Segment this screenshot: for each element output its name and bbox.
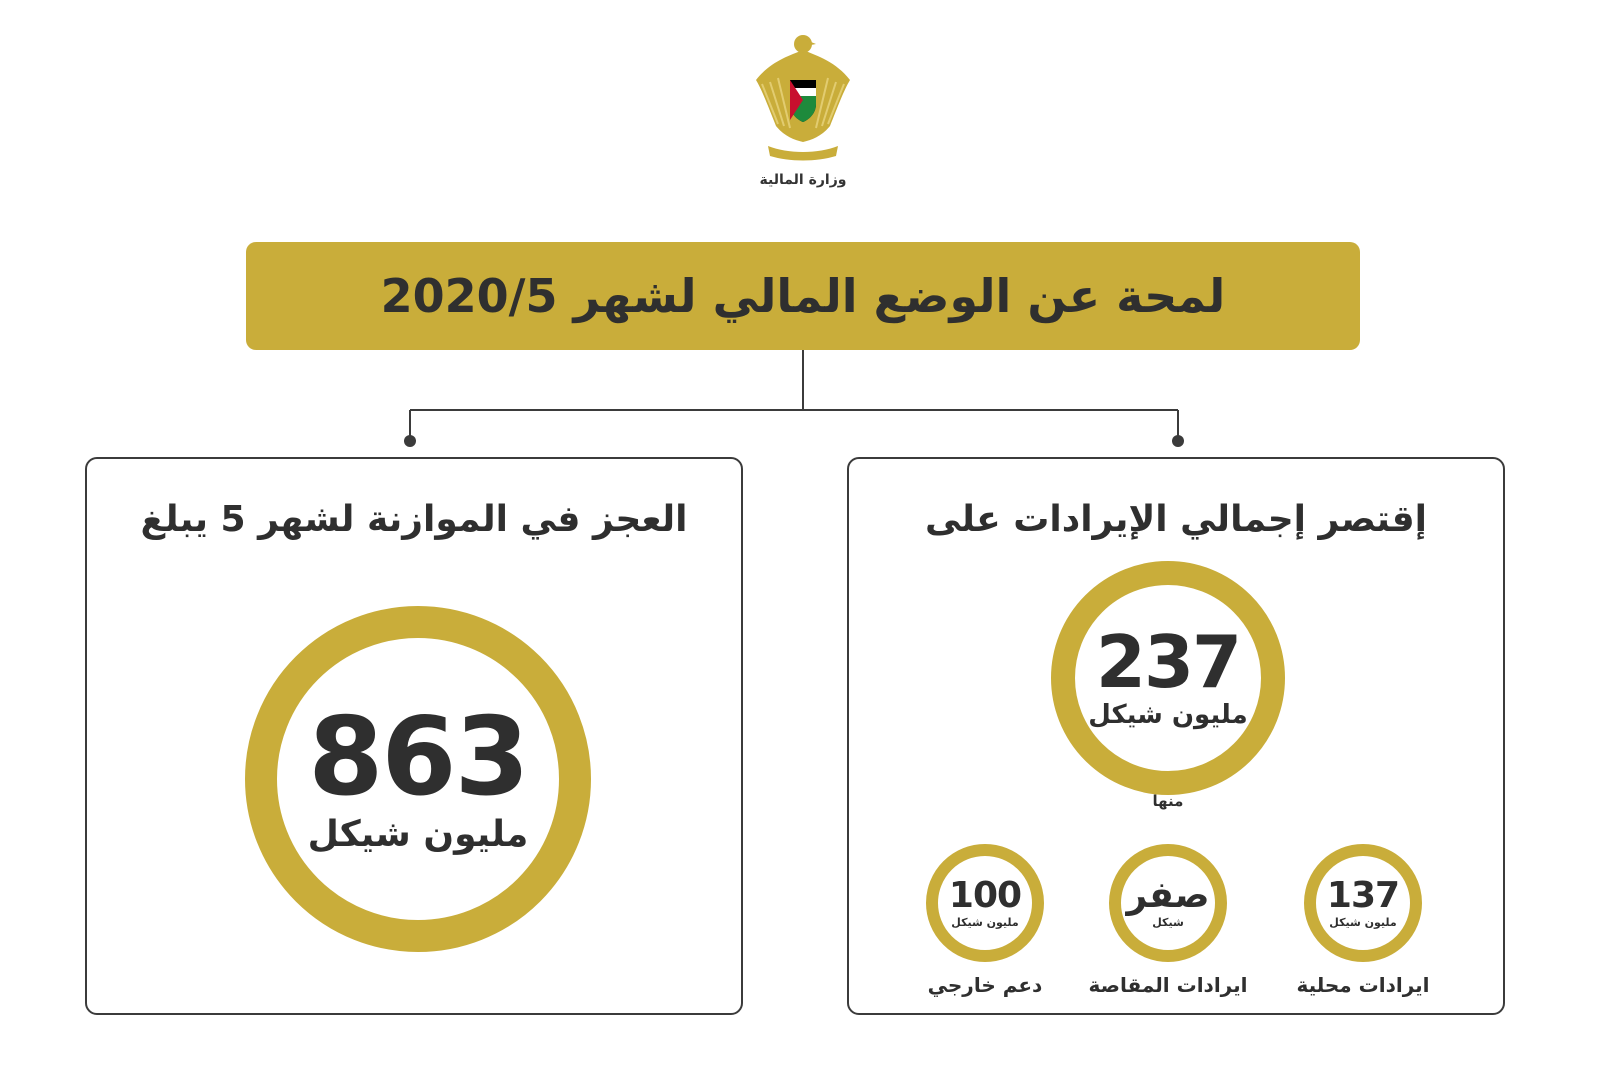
external-support-ring: [926, 844, 1044, 962]
local-revenue-unit: مليون شيكل: [1329, 915, 1397, 929]
revenue-panel: [847, 457, 1505, 1015]
revenue-total-ring: [1051, 561, 1285, 795]
local-revenue-label: ايرادات محلية: [1296, 973, 1430, 997]
clearance-revenue-unit: شيكل: [1152, 915, 1184, 929]
local-revenue-value: 137: [1326, 874, 1400, 916]
local-revenue-ring: [1304, 844, 1422, 962]
clearance-revenue-value: صفر: [1126, 874, 1210, 916]
external-support-value: 100: [948, 874, 1022, 916]
deficit-value: 863: [308, 694, 528, 820]
deficit-unit: مليون شيكل: [307, 813, 529, 855]
title-banner: [246, 242, 1360, 350]
revenue-total-unit: مليون شيكل: [1088, 700, 1248, 730]
revenue-heading: إقتصر إجمالي الإيرادات على: [924, 499, 1428, 540]
external-support-unit: مليون شيكل: [951, 915, 1019, 929]
external-support-label: دعم خارجي: [927, 973, 1043, 997]
page-title: لمحة عن الوضع المالي لشهر 2020/5: [380, 269, 1226, 323]
ministry-label: وزارة المالية: [759, 172, 847, 188]
ministry-emblem-icon: [748, 28, 858, 178]
deficit-heading: العجز في الموازنة لشهر 5 يبلغ: [140, 499, 688, 540]
clearance-revenue-label: ايرادات المقاصة: [1088, 973, 1248, 997]
revenue-total-value: 237: [1095, 620, 1241, 704]
clearance-revenue-ring: [1109, 844, 1227, 962]
deficit-ring: [245, 606, 591, 952]
deficit-panel: [85, 457, 743, 1015]
of-which-label: منها: [1152, 792, 1184, 810]
